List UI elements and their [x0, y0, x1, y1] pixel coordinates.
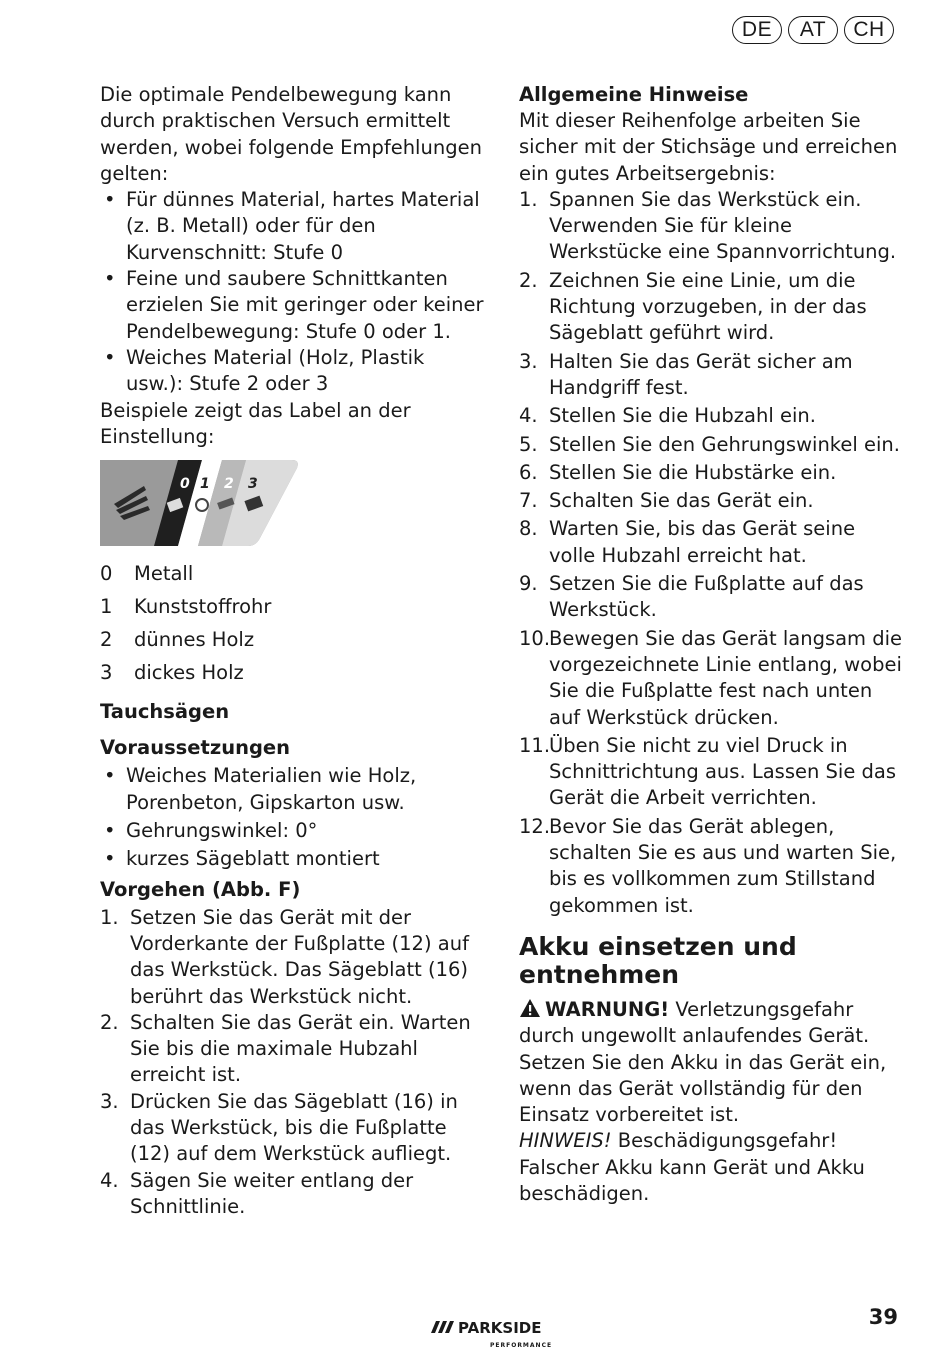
list-item: 2. Zeichnen Sie eine Linie, um die Richtung vorzugeben, in der das Sägeblatt geführt wird. — [519, 268, 867, 345]
warning-triangle-icon — [519, 998, 541, 1018]
legend-row: 0 Metall — [100, 562, 194, 586]
recommendation-list — [100, 187, 485, 397]
list-item: • Feine und saubere Schnittkanten erzielen Sie mit geringer oder keiner Pendelbewegung: Stufe 0 oder 1. — [104, 267, 484, 343]
list-item: • Weiches Materialien wie Holz, Porenbeton, Gipskarton usw. — [104, 764, 417, 814]
label-intro: Beispiele zeigt das Label an der Einstellung: — [100, 398, 411, 448]
general-steps-list — [519, 187, 904, 919]
warning-label: WARNUNG! — [545, 997, 670, 1021]
heading-akku: Akku einsetzen und entnehmen — [519, 931, 797, 989]
right-column — [519, 82, 904, 1207]
hint-label: HINWEIS! — [519, 1129, 612, 1153]
legend-row: 2 dünnes Holz — [100, 628, 255, 652]
list-item: 11. Üben Sie nicht zu viel Druck in Schnittrichtung aus. Lassen Sie das Gerät die Arbeit verrichten. — [519, 733, 897, 810]
setting-legend — [100, 559, 485, 691]
list-item: • Für dünnes Material, hartes Material (z. B. Metall) oder für den Kurvenschnitt: Stufe 0 — [104, 188, 480, 264]
language-badge-ch: CH — [844, 16, 894, 44]
list-item: 7. Schalten Sie das Gerät ein. — [519, 489, 814, 513]
label-digit-1: 1 — [200, 476, 210, 493]
left-column — [100, 82, 485, 1220]
general-intro: Mit dieser Reihenfolge arbeiten Sie sicher mit der Stichsäge und erreichen ein gutes Arbeitsergebnis: — [519, 109, 898, 185]
logo-stripes-icon — [431, 1321, 454, 1333]
list-item: 9. Setzen Sie die Fußplatte auf das Werkstück. — [519, 572, 864, 622]
language-badge-de: DE — [732, 16, 782, 44]
label-digit-0: 0 — [180, 476, 190, 493]
language-badge-at: AT — [788, 16, 838, 44]
label-digit-3: 3 — [248, 476, 258, 493]
page-number: 39 — [868, 1305, 898, 1329]
legend-row: 3 dickes Holz — [100, 661, 244, 685]
list-item: 10. Bewegen Sie das Gerät langsam die vorgezeichnete Linie entlang, wobei Sie die Fußplatte fest nach unten auf Werkstück drücken. — [519, 626, 903, 729]
label-digit-2: 2 — [224, 476, 234, 493]
list-item: 3. Halten Sie das Gerät sicher am Handgriff fest. — [519, 349, 853, 399]
list-item: 2. Schalten Sie das Gerät ein. Warten Sie bis die maximale Hubzahl erreicht ist. — [100, 1010, 471, 1087]
heading-voraussetzungen: Voraussetzungen — [100, 736, 291, 760]
list-item: 1. Setzen Sie das Gerät mit der Vorderkante der Fußplatte (12) auf das Werkstück. Das Sägeblatt (16) berührt das Werkstück nicht. — [100, 905, 469, 1008]
logo-brand-text: PARKSIDE — [458, 1319, 542, 1337]
intro-paragraph: Die optimale Pendelbewegung kann durch praktischen Versuch ermittelt werden, wobei folgende Empfehlungen gelten: — [100, 83, 482, 185]
warning-paragraph — [519, 997, 904, 1128]
logo-sub-text: PERFORMANCE — [490, 1342, 553, 1349]
list-item: • Weiches Material (Holz, Plastik usw.): Stufe 2 oder 3 — [104, 345, 425, 396]
heading-tauchsaegen: Tauchsägen — [100, 700, 230, 724]
parkside-logo — [430, 1315, 580, 1351]
requirements-list — [100, 763, 485, 872]
list-item: 1. Spannen Sie das Werkstück ein. Verwenden Sie für kleine Werkstücke eine Spannvorrichtung. — [519, 187, 897, 264]
list-item: 6. Stellen Sie die Hubstärke ein. — [519, 460, 837, 484]
language-badges — [732, 16, 894, 44]
legend-row: 1 Kunststoffrohr — [100, 595, 272, 619]
heading-allgemeine-hinweise: Allgemeine Hinweise — [519, 83, 749, 106]
list-item: 8. Warten Sie, bis das Gerät seine volle Hubzahl erreicht hat. — [519, 517, 856, 567]
list-item: 5. Stellen Sie den Gehrungswinkel ein. — [519, 432, 900, 456]
procedure-list — [100, 905, 485, 1221]
pendulum-setting-label-image — [100, 460, 300, 546]
list-item: 12. Bevor Sie das Gerät ablegen, schalten Sie es aus und warten Sie, bis es vollkommen zum Stillstand gekommen ist. — [519, 814, 897, 917]
list-item: 4. Sägen Sie weiter entlang der Schnittlinie. — [100, 1168, 414, 1218]
warning-text: Verletzungsgefahr durch ungewollt anlaufendes Gerät. Setzen Sie den Akku in das Gerät ein, wenn das Gerät vollständig für den Einsatz vorbereitet ist. — [519, 997, 887, 1127]
hint-text: Beschädigungsgefahr! Falscher Akku kann Gerät und Akku beschädigen. — [519, 1129, 865, 1205]
list-item: 4. Stellen Sie die Hubzahl ein. — [519, 404, 816, 428]
list-item: • Gehrungswinkel: 0° — [104, 819, 318, 843]
heading-vorgehen: Vorgehen (Abb. F) — [100, 877, 301, 901]
list-item: 3. Drücken Sie das Sägeblatt (16) in das Werkstück, bis die Fußplatte (12) auf dem Werkstück aufliegt. — [100, 1089, 458, 1166]
list-item: • kurzes Sägeblatt montiert — [104, 847, 380, 871]
hint-paragraph — [519, 1128, 904, 1207]
